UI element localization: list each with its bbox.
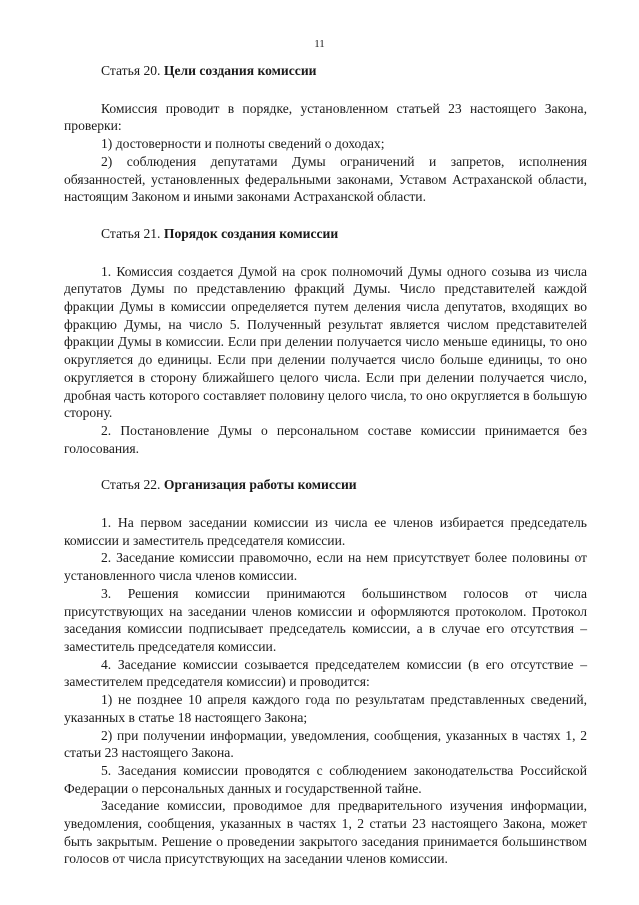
article-label: Статья 20. [101, 63, 161, 78]
paragraph: 1. На первом заседании комиссии из числа ее членов избирается председатель комиссии и заместитель председателя комиссии. [64, 515, 587, 548]
document-body [64, 62, 587, 868]
article-title: Организация работы комиссии [163, 477, 357, 493]
paragraph: 2. Заседание комиссии правомочно, если на нем присутствует более половины от установленного числа членов комиссии. [64, 550, 587, 584]
article-heading [64, 225, 587, 243]
paragraph: 2. Постановление Думы о персональном составе комиссии принимается без голосования. [64, 422, 587, 456]
paragraph: 2) соблюдения депутатами Думы ограничений и запретов, исполнения обязанностей, установленных федеральными законами, Уставом Астраханской области, настоящим Законом и иными законами Астраханской области. [64, 153, 587, 205]
paragraph: 1) не позднее 10 апреля каждого года по результатам представленных сведений, указанных в статье 18 настоящего Закона; [64, 692, 587, 725]
article-title: Порядок создания комиссии [163, 225, 339, 241]
article-label: Статья 21. [101, 225, 161, 241]
paragraph: Комиссия проводит в порядке, установленном статьей 23 настоящего Закона, проверки: [64, 100, 587, 134]
article-21 [64, 225, 587, 457]
article-20 [64, 62, 587, 206]
paragraph: 1) достоверности и полноты сведений о доходах; [101, 136, 385, 152]
paragraph: 1. Комиссия создается Думой на срок полномочий Думы одного созыва из числа депутатов Думы по представлению фракций Думы. Число представителей каждой фракции Думы в комиссии определяется путем деления числа депутатов, входящих во фракцию Думы, на число 5. Полученный результат является числом представителей фракции Думы в комиссии. Если при делении получается число меньше единицы, то оно округляется до единицы. Если при делении получается число больше единицы, то оно округляется в сторону ближайшего целого числа. Если при делении получается число, дробная часть которого составляет половину целого числа, то оно округляется в большую сторону. [64, 263, 587, 421]
page-number: 11 [314, 38, 325, 50]
article-title: Цели создания комиссии [163, 63, 317, 78]
article-heading [64, 476, 587, 494]
article-22 [64, 476, 587, 868]
paragraph: Заседание комиссии, проводимое для предварительного изучения информации, уведомления, сообщения, указанных в частях 1, 2 статьи 23 настоящего Закона, может быть закрытым. Решение о проведении закрытого заседания принимается большинством голосов от числа присутствующих на заседании членов комиссии. [64, 798, 587, 867]
paragraph: 5. Заседания комиссии проводятся с соблюдением законодательства Российской Федерации о персональных данных и государственной тайне. [64, 762, 587, 796]
paragraph: 2) при получении информации, уведомления, сообщения, указанных в частях 1, 2 статьи 23 настоящего Закона. [64, 727, 587, 761]
paragraph: 3. Решения комиссии принимаются большинством голосов от числа присутствующих на заседании членов комиссии и оформляются протоколом. Протокол заседания комиссии подписывает председатель комиссии, а в случае его отсутствия – заместитель председателя комиссии. [64, 585, 587, 654]
article-heading [64, 62, 587, 80]
article-label: Статья 22. [101, 477, 161, 493]
paragraph: 4. Заседание комиссии созывается председателем комиссии (в его отсутствие – заместителем председателя комиссии) и проводится: [64, 656, 587, 690]
